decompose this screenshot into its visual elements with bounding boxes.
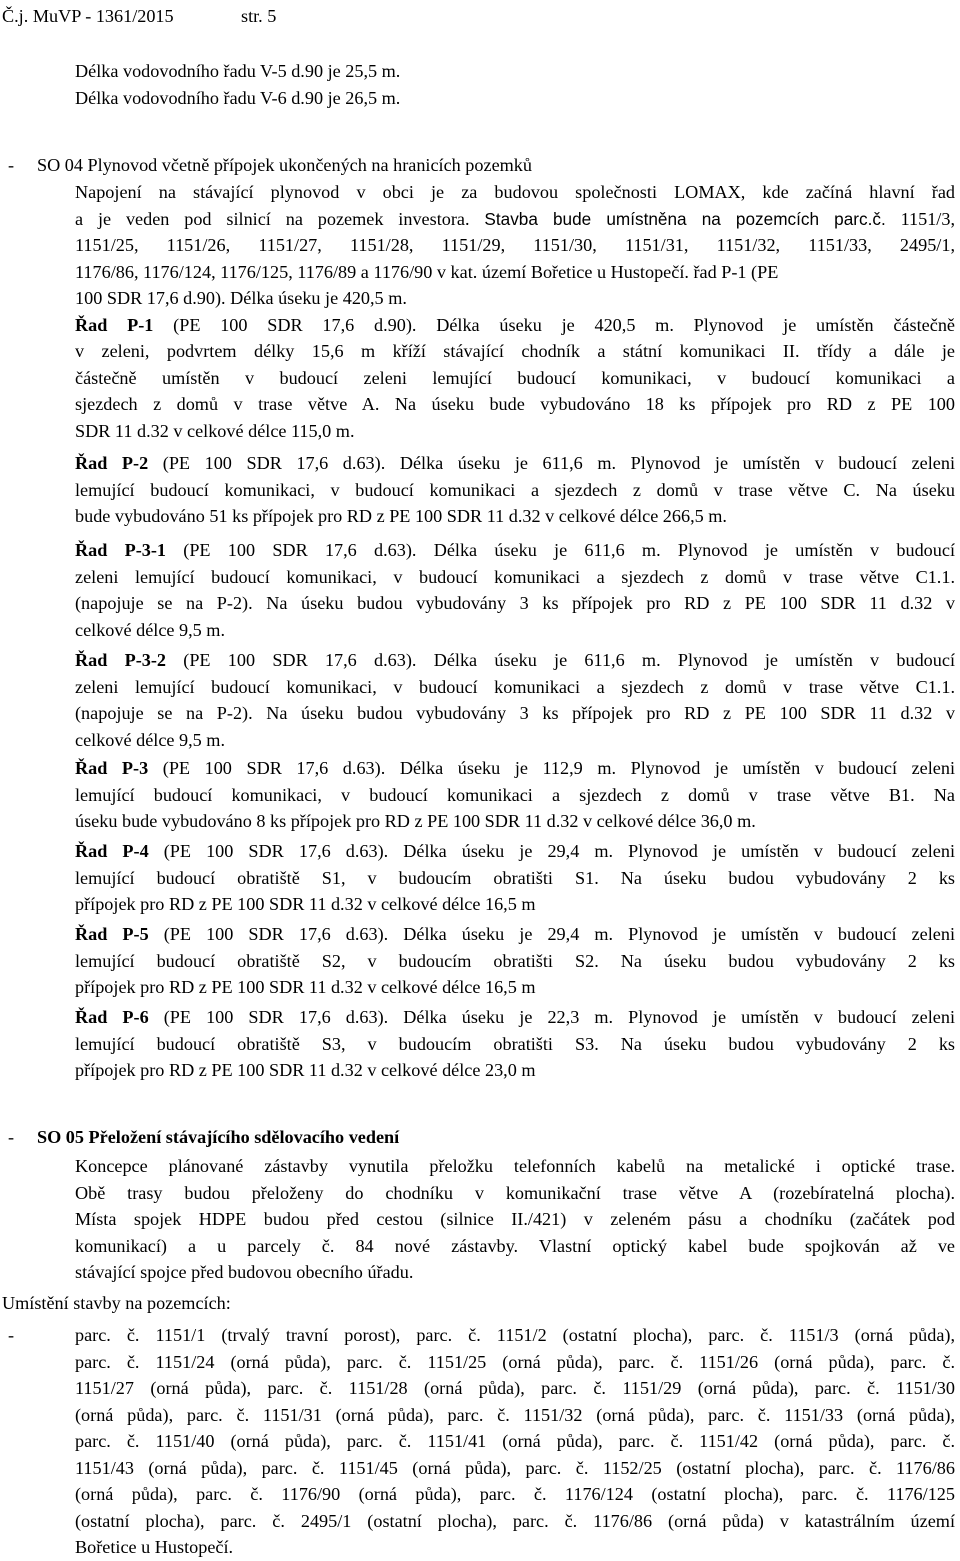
rad-p3 (75, 755, 955, 835)
text-line: (orná půda), parc. č. 1176/90 (orná půda), parc. č. 1176/124 (ostatní plocha), parc. č. 1176/125 (75, 1484, 955, 1504)
text-line: Koncepce plánované zástavby vynutila přeložku telefonních kabelů na metalické i optické trase. (75, 1156, 955, 1176)
text-line: úseku bude vybudováno 8 ks přípojek pro RD z PE 100 SDR 11 d.32 v celkové délce 36,0 m. (75, 811, 756, 831)
text-line (75, 312, 955, 339)
text-line (75, 838, 955, 865)
text-line: částečně umístěn v budoucí zeleni lemující budoucí komunikaci, v budoucí komunikaci a (75, 367, 955, 388)
text-line: (ostatní plocha), parc. č. 2495/1 (ostatní plocha), parc. č. 1176/86 (orná půda) v katastrálním území (75, 1510, 955, 1531)
text-line: parc. č. 1151/40 (orná půda), parc. č. 1151/41 (orná půda), parc. č. 1151/42 (orná půda), parc. č. (75, 1431, 955, 1451)
text-span: a je veden pod silnicí na pozemek investora. (75, 208, 485, 229)
text-line: komunikací) a u parcely č. 84 nové zástavby. Vlastní optický kabel bude spojkován až ve (75, 1235, 955, 1256)
text-line: bude vybudováno 51 ks přípojek pro RD z PE 100 SDR 11 d.32 v celkové délce 266,5 m. (75, 506, 727, 526)
so05-paragraph (75, 1153, 955, 1286)
text-line (75, 206, 955, 233)
page-header (2, 3, 952, 27)
so04-title: SO 04 Plynovod včetně přípojek ukončených na hranicích pozemků (37, 155, 532, 175)
text-line (75, 285, 955, 312)
text-line: parc. č. 1151/1 (trvalý travní porost), parc. č. 1151/2 (ostatní plocha), parc. č. 1151/3 (orná půda), (75, 1325, 955, 1345)
text-line: Napojení na stávající plynovod v obci je za budovou společnosti LOMAX, kde začíná hlavní řad (75, 182, 955, 202)
rad-label: Řad P-5 (75, 924, 149, 944)
so05-dash: - (8, 1127, 15, 1147)
text-span: 1151/3, (885, 208, 955, 229)
text-line: celkové délce 9,5 m. (75, 619, 225, 640)
text-line: celkové délce 9,5 m. (75, 729, 225, 750)
rad-label: Řad P-3-2 (75, 650, 167, 670)
text-line (75, 537, 955, 564)
placement-list (75, 1322, 955, 1561)
text-line (75, 755, 955, 782)
text-span: (PE 100 SDR 17,6 d.63). Délka úseku je 29,4 m. Plynovod je umístěn v budoucí zeleni (148, 924, 955, 944)
text-line: (napojuje se na P-2). Na úseku budou vybudovány 3 ks přípojek pro RD z PE 100 SDR 11 d.32 v (75, 703, 955, 723)
text-line: lemující budoucí obratiště S1, v budoucím obratišti S1. Na úseku budou vybudovány 2 ks (75, 867, 955, 888)
text-line: (orná půda), parc. č. 1151/31 (orná půda), parc. č. 1151/32 (orná půda), parc. č. 1151/33 (orná půda), (75, 1404, 955, 1425)
text-span: Délka úseku je 420,5 m. (230, 288, 407, 308)
rad-p3-2 (75, 647, 955, 753)
text-line: zeleni lemující budoucí komunikaci, v budoucí komunikaci a sjezdech z domů v trase větve C1.1. (75, 566, 955, 587)
text-line: přípojek pro RD z PE 100 SDR 11 d.32 v celkové délce 16,5 m (75, 894, 536, 914)
rad-label: Řad P-2 (75, 453, 149, 473)
text-span: . řad P-1 (PE (684, 261, 779, 282)
text-span: 100 SDR 17,6 d.90). (75, 288, 231, 308)
text-span: 1176/86, 1176/124, 1176/125, 1176/89 a 1176/90 v kat. (75, 261, 482, 282)
rad-label: Řad P-3 (75, 758, 149, 778)
text-line: 1151/43 (orná půda), parc. č. 1151/45 (orná půda), parc. č. 1152/25 (ostatní plocha), parc. č. 1176/86 (75, 1457, 955, 1478)
text-line: 1151/27 (orná půda), parc. č. 1151/28 (orná půda), parc. č. 1151/29 (orná půda), parc. č. 1151/30 (75, 1378, 955, 1398)
text-line: 1151/25, 1151/26, 1151/27, 1151/28, 1151/29, 1151/30, 1151/31, 1151/32, 1151/33, 2495/1, (75, 235, 955, 255)
placement-heading: Umístění stavby na pozemcích: (2, 1293, 231, 1313)
text-span: (PE 100 SDR 17,6 d.63). Délka úseku je 611,6 m. Plynovod je umístěn v budoucí zeleni (148, 453, 955, 473)
rad-label: Řad P-3-1 (75, 540, 167, 560)
text-span: území Bořetice u Hustopečí (481, 261, 685, 282)
text-line: sjezdech z domů v trase větve A. Na úseku bude vybudováno 18 ks přípojek pro RD z PE 100 (75, 394, 955, 414)
text-line: přípojek pro RD z PE 100 SDR 11 d.32 v celkové délce 16,5 m (75, 977, 536, 997)
rad-p2 (75, 450, 955, 530)
text-span: (PE 100 SDR 17,6 d.90). Délka úseku je 420,5 m. Plynovod je umístěn částečně (153, 314, 955, 335)
text-line: lemující budoucí komunikaci, v budoucí komunikaci a sjezdech z domů v trase větve C. Na úseku (75, 479, 955, 500)
intro-line: Délka vodovodního řadu V-6 d.90 je 26,5 m. (75, 87, 401, 108)
text-span: (PE 100 SDR 17,6 d.63). Délka úseku je 611,6 m. Plynovod je umístěn v budoucí (166, 540, 955, 560)
text-line: lemující budoucí obratiště S3, v budoucím obratišti S3. Na úseku budou vybudovány 2 ks (75, 1033, 955, 1054)
so04-paragraph-1 (75, 179, 955, 444)
text-line: (napojuje se na P-2). Na úseku budou vybudovány 3 ks přípojek pro RD z PE 100 SDR 11 d.32 v (75, 593, 955, 613)
text-line: lemující budoucí obratiště S2, v budoucím obratišti S2. Na úseku budou vybudovány 2 ks (75, 950, 955, 971)
rad-label: Řad P-4 (75, 841, 149, 861)
text-line (75, 259, 955, 286)
rad-p6 (75, 1004, 955, 1084)
text-line: lemující budoucí komunikaci, v budoucí komunikaci a sjezdech z domů v trase větve B1. Na (75, 784, 955, 805)
text-line (75, 450, 955, 477)
text-line (75, 921, 955, 948)
text-line: zeleni lemující budoucí komunikaci, v budoucí komunikaci a sjezdech z domů v trase větve C1.1. (75, 676, 955, 697)
text-line: v zeleni, podvrtem délky 15,6 m kříží stávající chodník a státní komunikaci II. třídy a dále je (75, 341, 955, 361)
placement-dash: - (8, 1325, 15, 1345)
text-span: (PE 100 SDR 17,6 d.63). Délka úseku je 112,9 m. Plynovod je umístěn v budoucí zeleni (148, 758, 955, 778)
text-line: Obě trasy budou přeloženy do chodníku v komunikační trase větve A (rozebíratelná plocha). (75, 1182, 955, 1203)
rad-p3-1 (75, 537, 955, 643)
text-line: SDR 11 d.32 v celkové délce 115,0 m. (75, 420, 355, 441)
text-line: stávající spojce před budovou obecního úřadu. (75, 1262, 414, 1282)
rad-label: Řad P-6 (75, 1007, 149, 1027)
text-span: (PE 100 SDR 17,6 d.63). Délka úseku je 22,3 m. Plynovod je umístěn v budoucí zeleni (148, 1007, 955, 1027)
text-span-sans: Stavba bude umístněna na pozemcích parc.č. (484, 208, 886, 229)
text-span: (PE 100 SDR 17,6 d.63). Délka úseku je 29,4 m. Plynovod je umístěn v budoucí zeleni (148, 841, 955, 861)
text-line (75, 1004, 955, 1031)
rad-p5 (75, 921, 955, 1001)
text-line: přípojek pro RD z PE 100 SDR 11 d.32 v celkové délce 23,0 m (75, 1060, 536, 1080)
text-span: (PE 100 SDR 17,6 d.63). Délka úseku je 611,6 m. Plynovod je umístěn v budoucí (166, 650, 955, 670)
text-line (75, 647, 955, 674)
so05-title: SO 05 Přeložení stávajícího sdělovacího vedení (37, 1127, 400, 1147)
page-number: str. 5 (241, 6, 277, 26)
text-line: parc. č. 1151/24 (orná půda), parc. č. 1151/25 (orná půda), parc. č. 1151/26 (orná půda), parc. č. (75, 1351, 955, 1372)
document-reference: Č.j. MuVP - 1361/2015 (2, 6, 174, 26)
text-line: Bořetice u Hustopečí. (75, 1537, 234, 1557)
so04-dash: - (8, 155, 15, 175)
rad-label: Řad P-1 (75, 314, 154, 335)
intro-line: Délka vodovodního řadu V-5 d.90 je 25,5 m. (75, 61, 401, 81)
rad-p4 (75, 838, 955, 918)
text-line: Místa spojek HDPE budou před cestou (silnice II./421) v zeleném pásu a chodníku (začátek pod (75, 1209, 955, 1229)
intro-block (75, 58, 955, 111)
